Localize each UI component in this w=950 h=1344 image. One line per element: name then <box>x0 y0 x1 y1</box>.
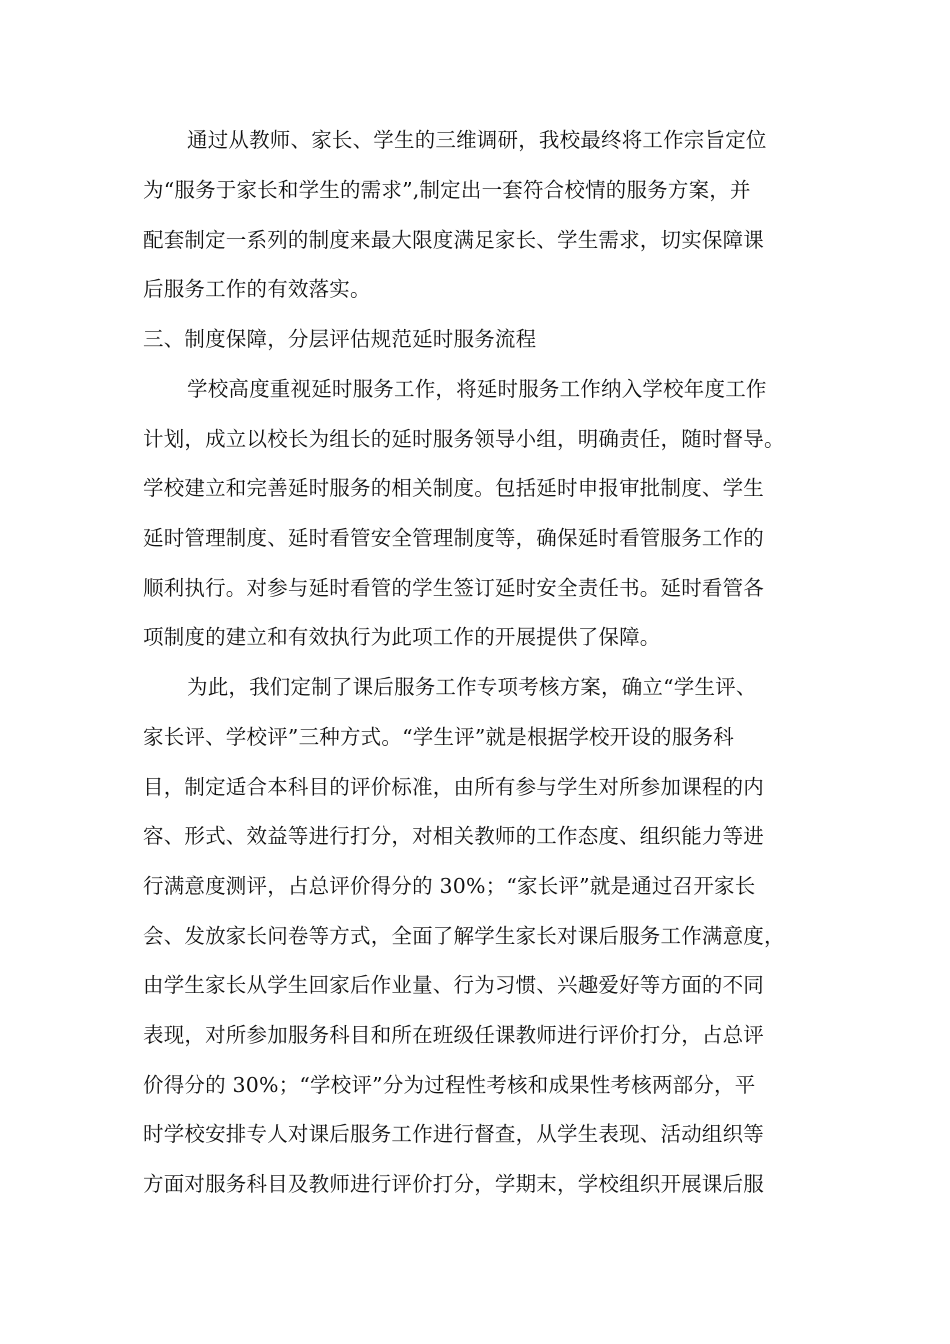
text-line: 学校高度重视延时服务工作，将延时服务工作纳入学校年度工作 <box>187 377 767 401</box>
text-line: 方面对服务科目及教师进行评价打分，学期末，学校组织开展课后服 <box>143 1172 764 1196</box>
text-line: 配套制定一系列的制度来最大限度满足家长、学生需求，切实保障课 <box>143 228 764 252</box>
text-line: 为此，我们定制了课后服务工作专项考核方案，确立“学生评、 <box>187 675 757 699</box>
text-line: 由学生家长从学生回家后作业量、行为习惯、兴趣爱好等方面的不同 <box>143 973 764 997</box>
text-line: 为“服务于家长和学生的需求”,制定出一套符合校情的服务方案，并 <box>143 178 751 202</box>
text-line: 行满意度测评，占总评价得分的 30%；“家长评”就是通过召开家长 <box>143 874 756 898</box>
text-line: 家长评、学校评”三种方式。“学生评”就是根据学校开设的服务科 <box>143 725 734 749</box>
text-line: 通过从教师、家长、学生的三维调研，我校最终将工作宗旨定位 <box>187 128 767 152</box>
text-line: 后服务工作的有效落实。 <box>143 277 371 301</box>
text-line: 计划，成立以校长为组长的延时服务领导小组，明确责任，随时督导。 <box>143 427 785 451</box>
text-line: 会、发放家长问卷等方式，全面了解学生家长对课后服务工作满意度， <box>143 924 785 948</box>
text-line: 容、形式、效益等进行打分，对相关教师的工作态度、组织能力等进 <box>143 824 764 848</box>
text-line: 表现，对所参加服务科目和所在班级任课教师进行评价打分，占总评 <box>143 1023 764 1047</box>
text-line: 项制度的建立和有效执行为此项工作的开展提供了保障。 <box>143 625 661 649</box>
text-line: 目，制定适合本科目的评价标准，由所有参与学生对所参加课程的内 <box>143 775 764 799</box>
text-line: 学校建立和完善延时服务的相关制度。包括延时申报审批制度、学生 <box>143 476 764 500</box>
text-line: 价得分的 30%；“学校评”分为过程性考核和成果性考核两部分，平 <box>143 1073 756 1097</box>
text-line: 顺利执行。对参与延时看管的学生签订延时安全责任书。延时看管各 <box>143 576 764 600</box>
section-heading: 三、制度保障，分层评估规范延时服务流程 <box>143 327 537 351</box>
text-line: 延时管理制度、延时看管安全管理制度等，确保延时看管服务工作的 <box>143 526 764 550</box>
text-line: 时学校安排专人对课后服务工作进行督查，从学生表现、活动组织等 <box>143 1122 764 1146</box>
